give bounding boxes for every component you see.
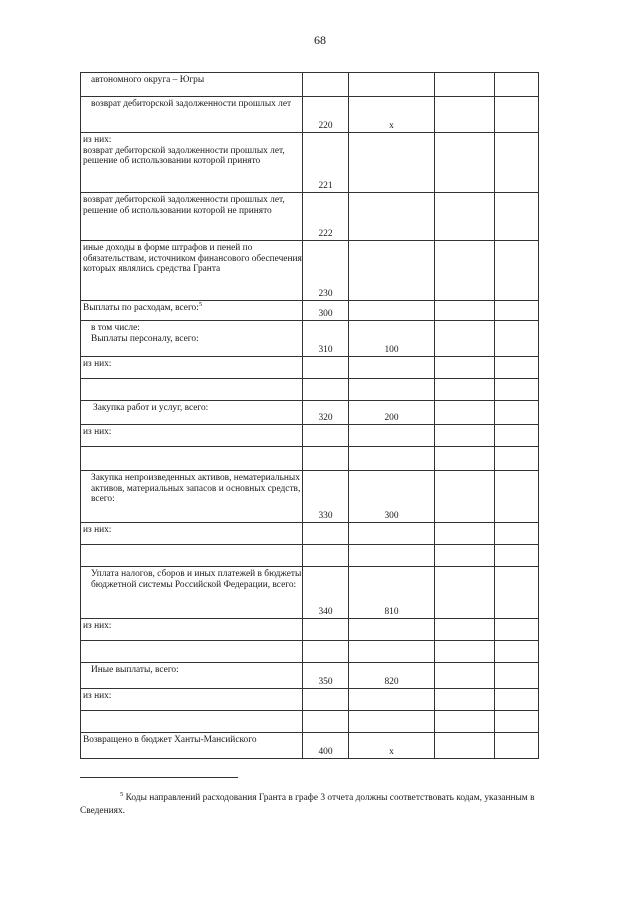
row-value-cell — [495, 97, 539, 133]
row-value-cell — [495, 321, 539, 357]
row-name-cell — [81, 401, 303, 425]
row-value-cell — [435, 447, 495, 471]
row-direction-cell — [349, 689, 435, 711]
row-value-cell — [495, 689, 539, 711]
row-code-cell: 221 — [303, 133, 349, 193]
row-direction-cell: 810 — [349, 567, 435, 619]
row-value-cell — [495, 567, 539, 619]
row-code-cell — [303, 641, 349, 663]
table-row — [81, 73, 539, 97]
row-direction-cell — [349, 193, 435, 241]
row-direction-cell — [349, 447, 435, 471]
row-name: возврат дебиторской задолженности прошлых лет — [91, 99, 292, 109]
row-code-cell — [303, 711, 349, 733]
table-row — [81, 619, 539, 641]
row-name-cell — [81, 357, 303, 379]
table-row — [81, 379, 539, 401]
row-name-cell — [81, 301, 303, 321]
table-row — [81, 641, 539, 663]
row-name-cell — [81, 641, 303, 663]
row-direction-cell — [349, 241, 435, 301]
row-direction-cell — [349, 711, 435, 733]
row-value-cell — [495, 401, 539, 425]
row-direction-cell: 300 — [349, 471, 435, 523]
row-direction-cell — [349, 357, 435, 379]
row-name-cell — [81, 711, 303, 733]
row-value-cell — [495, 663, 539, 689]
table-row — [81, 663, 539, 689]
row-value-cell — [495, 357, 539, 379]
row-value-cell — [435, 401, 495, 425]
row-code-cell: 300 — [303, 301, 349, 321]
row-name: в том числе: Выплаты персоналу, всего: — [91, 323, 199, 344]
table-row — [81, 545, 539, 567]
table-row — [81, 241, 539, 301]
table-row — [81, 193, 539, 241]
row-value-cell — [435, 379, 495, 401]
table-row — [81, 471, 539, 523]
row-code-cell — [303, 447, 349, 471]
table-row — [81, 401, 539, 425]
row-name-cell — [81, 425, 303, 447]
footnote-separator — [80, 777, 238, 778]
row-name — [83, 711, 302, 713]
row-code-cell: 400 — [303, 733, 349, 759]
table-row — [81, 523, 539, 545]
row-name-cell — [81, 663, 303, 689]
row-code-cell — [303, 689, 349, 711]
row-value-cell — [435, 471, 495, 523]
row-value-cell — [435, 733, 495, 759]
page-number: 68 — [314, 33, 326, 47]
row-code-cell: 220 — [303, 97, 349, 133]
table-row — [81, 711, 539, 733]
row-value-cell — [495, 133, 539, 193]
row-code-cell: 230 — [303, 241, 349, 301]
row-value-cell — [495, 241, 539, 301]
row-code-cell — [303, 73, 349, 97]
table-row — [81, 357, 539, 379]
row-name-cell — [81, 321, 303, 357]
row-value-cell — [495, 711, 539, 733]
table-row — [81, 321, 539, 357]
row-direction-cell: 820 — [349, 663, 435, 689]
row-name — [83, 641, 302, 643]
row-value-cell — [495, 301, 539, 321]
row-value-cell — [435, 523, 495, 545]
row-name: автономного округа – Югры — [91, 75, 205, 85]
row-name-cell — [81, 619, 303, 641]
footnote-marker: 5 — [120, 790, 124, 798]
row-code-cell — [303, 619, 349, 641]
row-value-cell — [495, 619, 539, 641]
row-value-cell — [435, 73, 495, 97]
row-name: Иные выплаты, всего: — [91, 665, 179, 675]
row-value-cell — [435, 357, 495, 379]
row-value-cell — [435, 97, 495, 133]
row-value-cell — [495, 523, 539, 545]
row-name: иные доходы в форме штрафов и пеней по обязательствам, источником финансового обеспечения которых являлись средства Гранта — [83, 243, 302, 275]
row-value-cell — [435, 689, 495, 711]
row-direction-cell — [349, 619, 435, 641]
row-value-cell — [435, 425, 495, 447]
row-name-cell — [81, 97, 303, 133]
row-name-cell — [81, 73, 303, 97]
report-table-body — [81, 73, 539, 759]
row-value-cell — [435, 301, 495, 321]
row-name: Закупка непроизведенных активов, нематериальных активов, материальных запасов и основных средств, всего: — [91, 473, 301, 505]
row-name-cell — [81, 447, 303, 471]
row-name — [83, 447, 302, 449]
row-code-cell — [303, 425, 349, 447]
row-direction-cell: 100 — [349, 321, 435, 357]
table-row — [81, 97, 539, 133]
row-name: из них: — [83, 691, 112, 701]
row-name-cell — [81, 471, 303, 523]
row-name-cell — [81, 523, 303, 545]
row-code-cell — [303, 357, 349, 379]
row-code-cell: 310 — [303, 321, 349, 357]
report-table — [80, 72, 539, 759]
table-row — [81, 733, 539, 759]
row-value-cell — [435, 641, 495, 663]
row-direction-cell — [349, 301, 435, 321]
row-value-cell — [435, 567, 495, 619]
row-value-cell — [495, 73, 539, 97]
row-name-cell — [81, 241, 303, 301]
row-name: из них: — [83, 621, 112, 631]
table-row — [81, 301, 539, 321]
row-code-cell: 222 — [303, 193, 349, 241]
row-code-cell: 340 — [303, 567, 349, 619]
row-name: из них: — [83, 427, 112, 437]
row-direction-cell: 200 — [349, 401, 435, 425]
row-value-cell — [495, 193, 539, 241]
row-value-cell — [435, 711, 495, 733]
row-name-cell — [81, 733, 303, 759]
row-direction-cell: х — [349, 97, 435, 133]
row-value-cell — [495, 447, 539, 471]
row-name: Закупка работ и услуг, всего: — [93, 403, 209, 413]
row-value-cell — [435, 619, 495, 641]
row-name: из них: возврат дебиторской задолженности прошлых лет, решение об использовании которой принято — [83, 135, 285, 167]
row-name: Уплата налогов, сборов и иных платежей в бюджеты бюджетной системы Российской Федерации, всего: — [91, 569, 302, 590]
row-value-cell — [495, 379, 539, 401]
row-value-cell — [435, 545, 495, 567]
footnote-text: Коды направлений расходования Гранта в графе 3 отчета должны соответствовать кодам, указанным в Сведениях. — [80, 793, 535, 816]
row-value-cell — [435, 321, 495, 357]
row-code-cell: 320 — [303, 401, 349, 425]
footnote-ref: 5 — [198, 300, 203, 308]
row-direction-cell — [349, 545, 435, 567]
row-name — [83, 379, 302, 381]
row-direction-cell — [349, 133, 435, 193]
row-value-cell — [435, 133, 495, 193]
row-direction-cell: х — [349, 733, 435, 759]
row-name — [83, 545, 302, 547]
row-value-cell — [495, 545, 539, 567]
row-direction-cell — [349, 73, 435, 97]
row-direction-cell — [349, 641, 435, 663]
row-name: возврат дебиторской задолженности прошлых лет, решение об использовании которой не принято — [83, 195, 285, 216]
row-value-cell — [495, 471, 539, 523]
row-name-cell — [81, 133, 303, 193]
row-code-cell — [303, 545, 349, 567]
row-code-cell — [303, 379, 349, 401]
row-value-cell — [435, 663, 495, 689]
table-row — [81, 689, 539, 711]
row-value-cell — [495, 425, 539, 447]
row-value-cell — [495, 641, 539, 663]
row-name-cell — [81, 193, 303, 241]
footnote — [80, 792, 560, 818]
row-name-cell — [81, 379, 303, 401]
row-value-cell — [495, 733, 539, 759]
row-name: Возвращено в бюджет Ханты-Мансийского — [83, 735, 257, 745]
row-code-cell: 350 — [303, 663, 349, 689]
row-direction-cell — [349, 523, 435, 545]
table-row — [81, 447, 539, 471]
table-row — [81, 425, 539, 447]
table-row — [81, 133, 539, 193]
row-name-cell — [81, 567, 303, 619]
row-direction-cell — [349, 425, 435, 447]
row-code-cell — [303, 523, 349, 545]
row-direction-cell — [349, 379, 435, 401]
row-name-cell — [81, 689, 303, 711]
table-row — [81, 567, 539, 619]
row-value-cell — [435, 193, 495, 241]
row-name-cell — [81, 545, 303, 567]
row-value-cell — [435, 241, 495, 301]
row-name: Выплаты по расходам, всего: — [83, 303, 199, 313]
row-name: из них: — [83, 525, 112, 535]
row-code-cell: 330 — [303, 471, 349, 523]
row-name: из них: — [83, 359, 112, 369]
